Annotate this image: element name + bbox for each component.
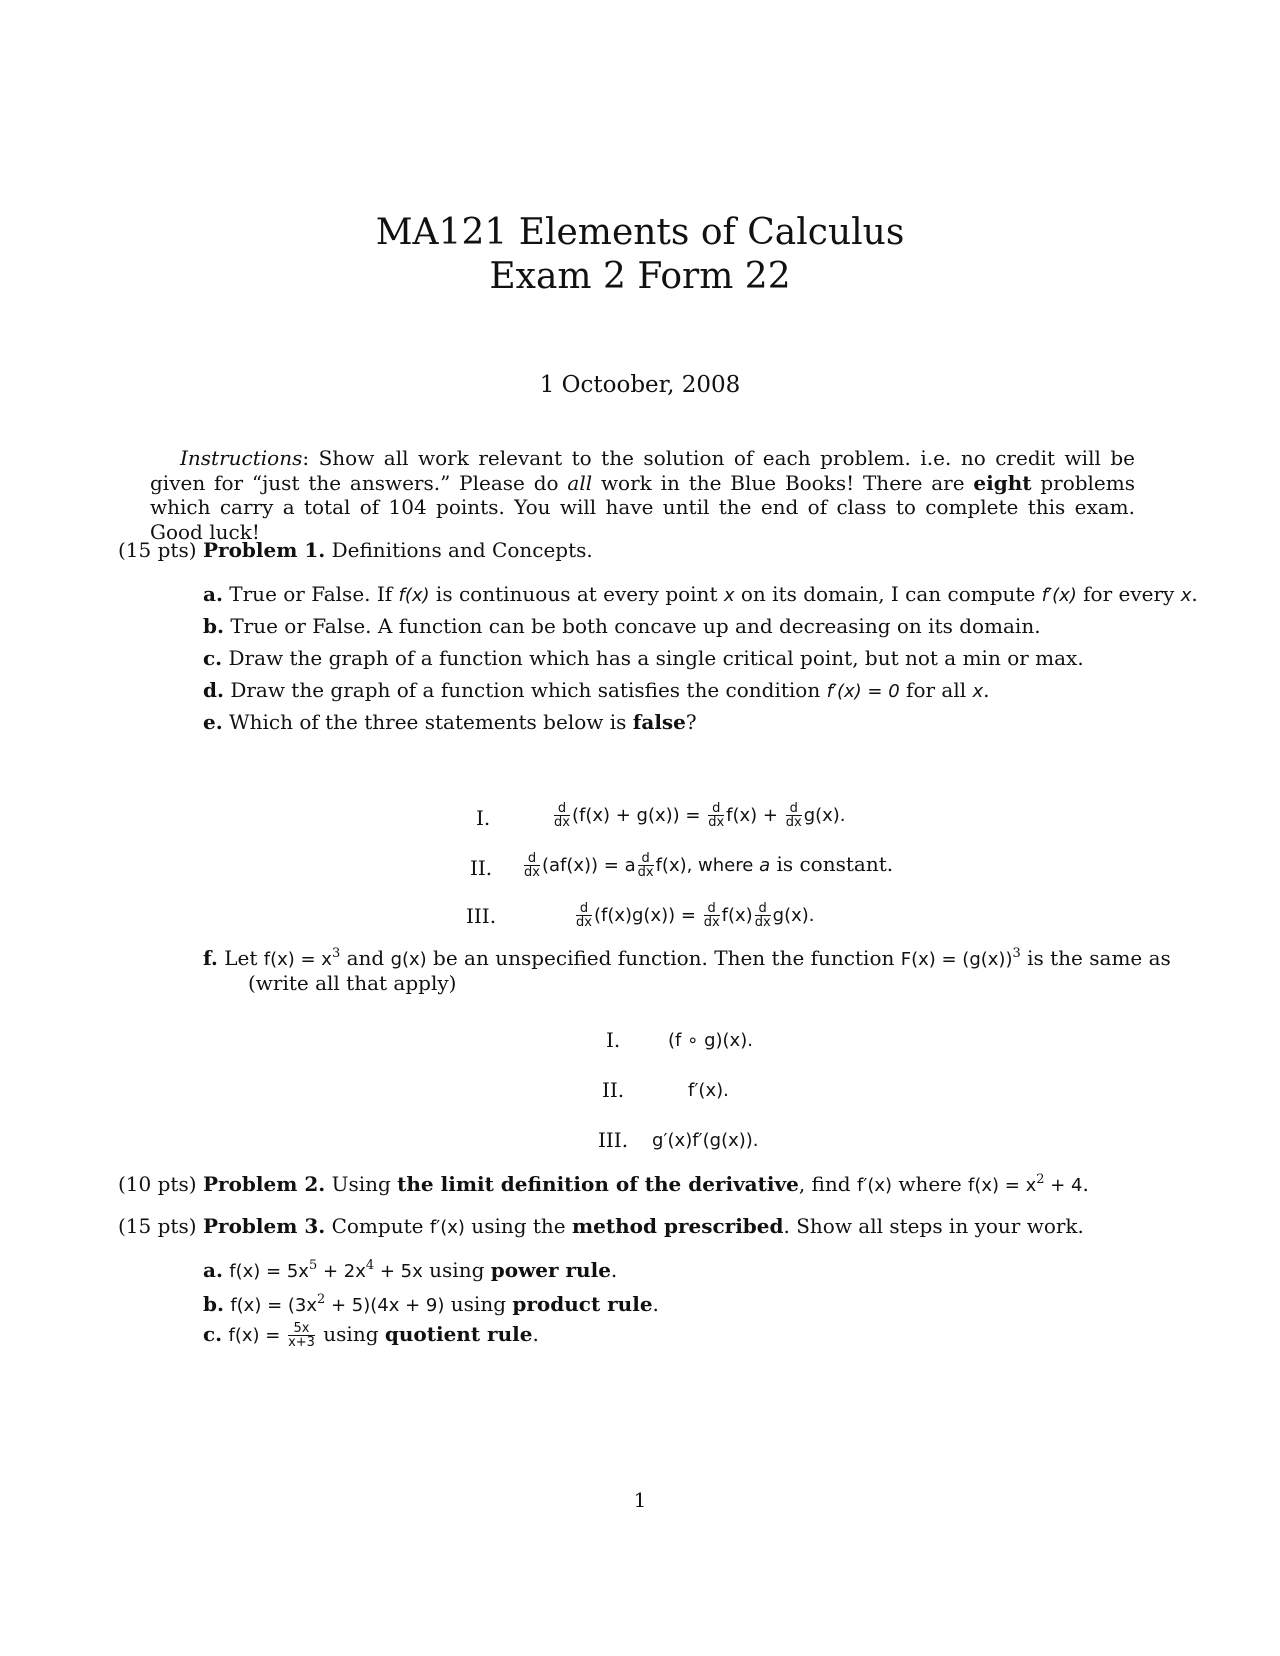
frac-num: 5x xyxy=(288,1322,315,1336)
roman-numeral: I. xyxy=(476,806,491,830)
math: (f(x) + g(x)) = xyxy=(571,805,707,826)
item-text: Draw the graph of a function which satisfies the condition xyxy=(230,678,827,702)
item-letter: c. xyxy=(203,1322,223,1346)
item-text: where xyxy=(892,1172,969,1196)
frac-num: d xyxy=(708,802,724,816)
item-text: for every xyxy=(1076,582,1181,606)
superscript: 5 xyxy=(308,1258,318,1273)
item-text: and xyxy=(340,946,391,970)
statement-constant-rule xyxy=(522,852,893,879)
math: (f(x)g(x)) = xyxy=(593,905,702,926)
math: a xyxy=(759,855,771,876)
roman-numeral: II. xyxy=(470,856,493,880)
problem3-item-c xyxy=(203,1322,539,1349)
fraction xyxy=(554,802,570,829)
frac-den: dx xyxy=(637,865,654,880)
composition-option: (f ∘ g)(x). xyxy=(668,1030,753,1051)
item-text: on its domain, I can compute xyxy=(734,582,1042,606)
frac-den: dx xyxy=(785,815,802,830)
frac-den: dx xyxy=(754,915,771,930)
exam-date: 1 Octoober, 2008 xyxy=(539,372,741,398)
frac-num: d xyxy=(576,902,592,916)
item-text: is continuous at every point xyxy=(429,582,724,606)
superscript: 2 xyxy=(1036,1172,1045,1187)
fraction xyxy=(708,802,724,829)
item-text: using xyxy=(444,1292,513,1316)
roman-numeral: III. xyxy=(466,904,497,928)
math: + 5x xyxy=(374,1261,423,1282)
item-text: . xyxy=(532,1322,539,1346)
frac-num: d xyxy=(554,802,570,816)
math: f′(x) xyxy=(856,1175,893,1196)
statement-product xyxy=(574,902,815,929)
instructions-all: all xyxy=(567,470,593,495)
item-bold: the limit definition of the derivative xyxy=(397,1172,799,1196)
item-text: ? xyxy=(685,710,697,734)
problem3-statement xyxy=(203,1214,1084,1238)
math: f′(x) = 0 xyxy=(826,681,900,702)
item-text: . xyxy=(610,1258,618,1282)
item-bold: quotient rule xyxy=(384,1322,533,1346)
math: f(x) + xyxy=(726,805,784,826)
frac-den: dx xyxy=(524,865,540,880)
item-bold: method prescribed xyxy=(572,1214,784,1238)
item-text: Using xyxy=(325,1172,398,1196)
math: f(x) = 5x xyxy=(229,1261,309,1282)
math: + 2x xyxy=(317,1261,366,1282)
item-letter: f. xyxy=(203,946,218,970)
item-text: . xyxy=(1082,1172,1089,1196)
chain-option: g′(x)f′(g(x)). xyxy=(652,1130,759,1151)
item-text: . xyxy=(983,678,990,702)
exam-title-line1: MA121 Elements of Calculus xyxy=(375,212,905,253)
roman-numeral: III. xyxy=(598,1128,629,1152)
item-letter: e. xyxy=(203,710,223,734)
item-text: for all xyxy=(899,678,973,702)
math: f(x) xyxy=(398,585,430,606)
problem1-item-b xyxy=(203,614,1041,638)
instructions-paragraph xyxy=(150,446,1135,544)
math: f(x) xyxy=(721,905,753,926)
instructions-text: work in the Blue Books! There are xyxy=(592,470,974,495)
problem2-label: Problem 2. xyxy=(203,1172,326,1196)
frac-den: dx xyxy=(708,815,725,830)
problem1-item-f-line2: (write all that apply) xyxy=(248,971,457,995)
item-letter: d. xyxy=(203,678,224,702)
math: F(x) = (g(x)) xyxy=(900,949,1013,970)
item-text: is constant. xyxy=(770,852,894,876)
problem1-title: Definitions and Concepts. xyxy=(331,538,593,562)
math: g(x) xyxy=(390,949,427,970)
problem1-points: (15 pts) xyxy=(118,538,197,562)
roman-numeral: II. xyxy=(602,1078,625,1102)
math: f(x) = x xyxy=(968,1175,1037,1196)
math: x xyxy=(723,585,735,606)
item-bold: false xyxy=(632,710,686,734)
problem1-item-c xyxy=(203,646,1084,670)
problem3-item-b xyxy=(203,1292,659,1316)
math: f(x) = xyxy=(228,1325,287,1346)
item-text: Compute xyxy=(325,1214,430,1238)
item-text: using xyxy=(316,1322,385,1346)
math: f(x), where xyxy=(655,855,760,876)
problem3-label: Problem 3. xyxy=(203,1214,326,1238)
superscript: 2 xyxy=(317,1292,326,1307)
frac-den: dx xyxy=(703,915,720,930)
item-bold: power rule xyxy=(490,1258,611,1282)
problem1-item-a xyxy=(203,582,1198,606)
problem2-statement xyxy=(203,1172,1089,1196)
item-letter: a. xyxy=(203,1258,223,1282)
superscript: 3 xyxy=(331,946,341,961)
math: g(x). xyxy=(772,905,815,926)
math: x xyxy=(972,681,984,702)
page-number: 1 xyxy=(633,1488,647,1512)
math: f(x) = x xyxy=(263,949,332,970)
frac-num: d xyxy=(755,902,771,916)
item-text: . xyxy=(652,1292,659,1316)
frac-den: x+3 xyxy=(288,1335,315,1350)
roman-numeral: I. xyxy=(606,1028,621,1052)
problem1-item-f xyxy=(203,946,1171,970)
math: f′(x) xyxy=(429,1217,465,1238)
frac-num: d xyxy=(638,852,654,866)
math: f′(x) xyxy=(1041,585,1077,606)
math: x xyxy=(1180,585,1192,606)
fraction xyxy=(638,852,654,879)
frac-den: dx xyxy=(576,915,592,930)
item-text: Which of the three statements below is xyxy=(229,710,633,734)
instructions-lead: Instructions xyxy=(180,446,303,470)
item-text: . Show all steps in your work. xyxy=(783,1214,1084,1238)
item-text: True or False. A function can be both concave up and decreasing on its domain. xyxy=(230,614,1041,638)
derivative-option: f′(x). xyxy=(688,1080,729,1101)
math: f(x) = (3x xyxy=(230,1295,317,1316)
superscript: 3 xyxy=(1012,946,1021,961)
problem3-points: (15 pts) xyxy=(118,1214,197,1238)
math: + 5)(4x + 9) xyxy=(325,1295,445,1316)
fraction xyxy=(786,802,802,829)
statement-sum-rule xyxy=(552,802,846,829)
math: + 4 xyxy=(1044,1175,1083,1196)
problem3-item-a xyxy=(203,1258,617,1282)
frac-den: dx xyxy=(554,815,570,830)
fraction xyxy=(524,852,540,879)
frac-num: d xyxy=(786,802,802,816)
item-text: using xyxy=(422,1258,491,1282)
item-text: Let xyxy=(224,946,264,970)
fraction xyxy=(288,1322,315,1349)
problem1-label: Problem 1. xyxy=(203,538,326,562)
instructions-text: problems which carry a total of 104 points. You will have until the end of class to complete this exam. Good luck! xyxy=(150,470,1135,544)
problem1-heading xyxy=(203,538,593,562)
problem1-item-d xyxy=(203,678,990,702)
item-bold: product rule xyxy=(512,1292,653,1316)
item-text: is the same as xyxy=(1020,946,1171,970)
fraction xyxy=(704,902,720,929)
fraction xyxy=(576,902,592,929)
item-letter: b. xyxy=(203,614,224,638)
item-text: . xyxy=(1191,582,1198,606)
problem1-item-e xyxy=(203,710,697,734)
item-letter: a. xyxy=(203,582,223,606)
math: (af(x)) = a xyxy=(541,855,636,876)
item-letter: b. xyxy=(203,1292,224,1316)
item-letter: c. xyxy=(203,646,223,670)
frac-num: d xyxy=(704,902,720,916)
fraction xyxy=(755,902,771,929)
item-text: True or False. If xyxy=(229,582,399,606)
item-text: , find xyxy=(798,1172,857,1196)
math: g(x). xyxy=(803,805,846,826)
problem2-points: (10 pts) xyxy=(118,1172,197,1196)
instructions-text: : Show all work relevant to the solution of each problem. i.e. no credit will be given for “just the answers.” Please do xyxy=(150,446,1135,495)
frac-num: d xyxy=(524,852,540,866)
superscript: 4 xyxy=(365,1258,375,1273)
item-text: using the xyxy=(464,1214,573,1238)
item-text: Draw the graph of a function which has a single critical point, but not a min or max. xyxy=(228,646,1084,670)
exam-title-line2: Exam 2 Form 22 xyxy=(489,256,791,297)
item-text: be an unspecified function. Then the function xyxy=(426,946,901,970)
instructions-eight: eight xyxy=(973,470,1032,495)
